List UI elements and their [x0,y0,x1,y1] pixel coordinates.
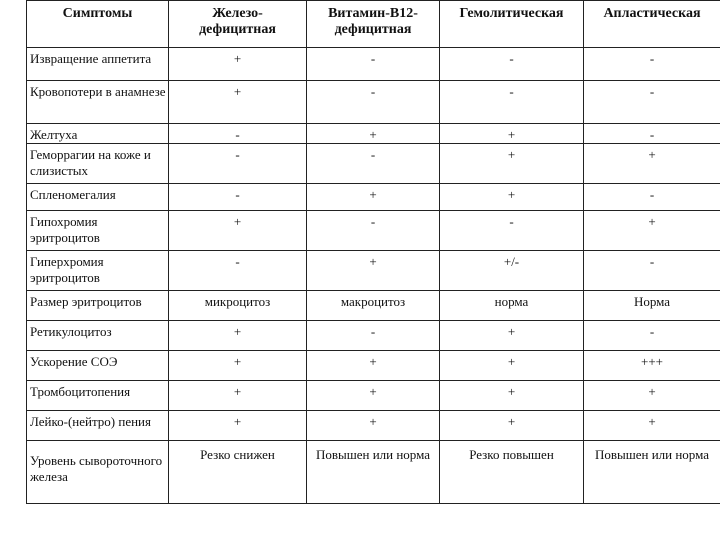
table-row [27,351,720,381]
table-row [27,184,720,211]
table-row [27,291,720,321]
value-cell: Повышен или норма [307,441,440,504]
symptom-cell: Гипохромия эритроцитов [27,211,169,251]
value-cell: - [307,48,440,81]
table-row [27,211,720,251]
table-row [27,81,720,124]
value-cell: +/- [440,251,584,291]
table-row [27,124,720,144]
header-iron-deficiency: Железо- дефицитная [169,1,307,48]
table-row [27,381,720,411]
value-cell: + [169,381,307,411]
value-cell: - [584,124,720,144]
value-cell: + [584,411,720,441]
value-cell: - [169,144,307,184]
value-cell: + [307,184,440,211]
value-cell: - [440,81,584,124]
symptom-cell: Геморрагии на коже и слизистых [27,144,169,184]
value-cell: + [169,351,307,381]
value-cell: + [440,144,584,184]
value-cell: + [307,251,440,291]
value-cell: Норма [584,291,720,321]
table-row [27,251,720,291]
value-cell: + [307,381,440,411]
value-cell: Повышен или норма [584,441,720,504]
symptom-cell: Желтуха [27,124,169,144]
value-cell: + [169,411,307,441]
header-aplastic: Апластическая [584,1,720,48]
value-cell: - [584,321,720,351]
value-cell: + [169,321,307,351]
value-cell: - [169,251,307,291]
value-cell: - [440,211,584,251]
value-cell: + [584,211,720,251]
value-cell: + [440,351,584,381]
value-cell: + [307,411,440,441]
value-cell: + [307,351,440,381]
value-cell: микроцитоз [169,291,307,321]
value-cell: Резко повышен [440,441,584,504]
value-cell: + [169,211,307,251]
value-cell: - [169,124,307,144]
table-row [27,411,720,441]
table-body [27,48,720,504]
symptom-cell: Кровопотери в анамнезе [27,81,169,124]
value-cell: + [307,124,440,144]
header-hemolytic: Гемолитическая [440,1,584,48]
table-row [27,321,720,351]
value-cell: + [440,411,584,441]
value-cell: - [307,144,440,184]
value-cell: - [307,81,440,124]
symptom-cell: Ускорение СОЭ [27,351,169,381]
symptom-cell: Лейко-(нейтро) пения [27,411,169,441]
header-row [27,1,720,48]
table-row [27,144,720,184]
symptom-cell: Спленомегалия [27,184,169,211]
value-cell: - [584,251,720,291]
table-row [27,441,720,504]
symptom-cell: Гиперхромия эритроцитов [27,251,169,291]
value-cell: - [169,184,307,211]
value-cell: - [307,321,440,351]
value-cell: макроцитоз [307,291,440,321]
value-cell: + [440,321,584,351]
anemia-comparison-table [26,0,720,504]
symptom-cell: Уровень сывороточного железа [27,441,169,504]
value-cell: Резко снижен [169,441,307,504]
value-cell: - [584,184,720,211]
symptom-cell: Размер эритроцитов [27,291,169,321]
value-cell: - [584,48,720,81]
value-cell: + [440,381,584,411]
symptom-cell: Тромбоцитопения [27,381,169,411]
value-cell: +++ [584,351,720,381]
value-cell: - [307,211,440,251]
symptom-cell: Ретикулоцитоз [27,321,169,351]
value-cell: + [440,124,584,144]
symptom-cell: Извращение аппетита [27,48,169,81]
header-b12-deficiency: Витамин-В12- дефицитная [307,1,440,48]
table-row [27,48,720,81]
value-cell: + [169,81,307,124]
value-cell: - [440,48,584,81]
value-cell: + [584,381,720,411]
value-cell: - [584,81,720,124]
value-cell: норма [440,291,584,321]
value-cell: + [584,144,720,184]
value-cell: + [440,184,584,211]
header-symptoms: Симптомы [27,1,169,48]
value-cell: + [169,48,307,81]
